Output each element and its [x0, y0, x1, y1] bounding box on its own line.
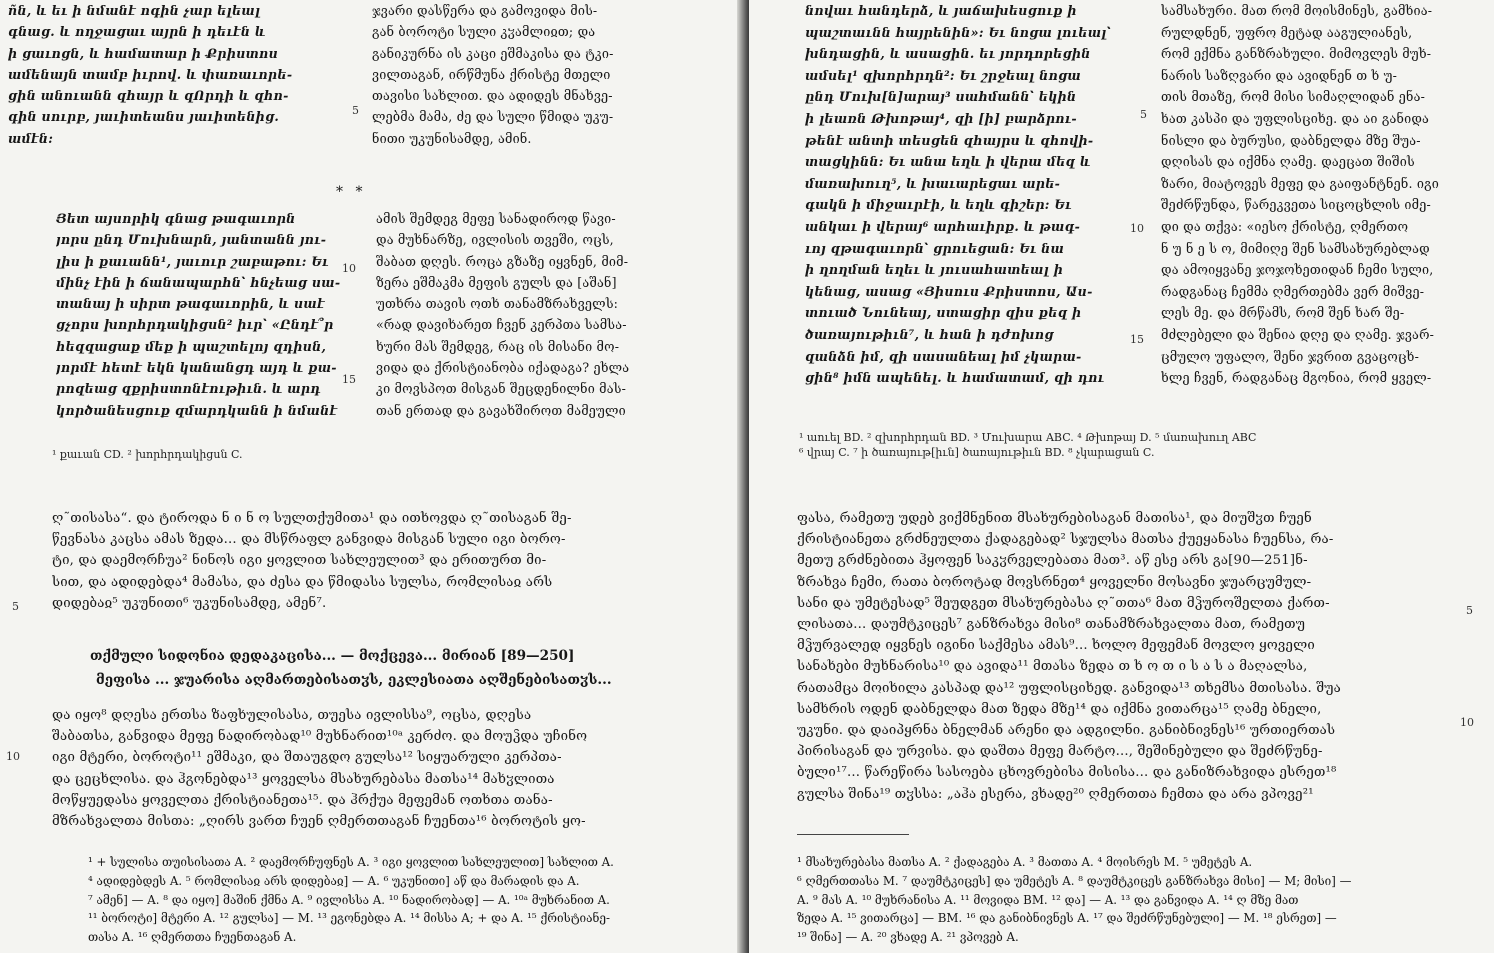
text-line: ამის შემდეგ მეფე სანადიროდ წავი-: [376, 211, 616, 226]
text-line: და მუხნარზე, ივლისის თვეში, ოცს,: [376, 232, 614, 248]
text-line: მჴურვალედ იყვნეს იგინი საქმესა ამას⁹... ხოლო მეფემან მოვლო ყოველი: [797, 638, 1315, 654]
georgian-bottom-text-2: [52, 705, 698, 832]
text-line: կենաց, ասաց «Յիսուս Քրիստոս, Աս-: [805, 283, 1093, 299]
text-line: რომ ექმნა განზრახული. მიმოვლეს მუხ-: [1161, 46, 1432, 62]
footnote-line: ¹⁹ შინა] — A. ²⁰ ვხადე A. ²¹ ვპოვებ A.: [797, 930, 1019, 945]
text-line: թենէ անտի տեսցեն զհայրս և զհովի-: [805, 132, 1094, 148]
georgian-column-top: [1161, 0, 1485, 389]
text-line: ფასა, რამეთუ უდებ ვიქმნენით მსახურებისაგან მათისა¹, და მიუშჳთ ჩუენ: [797, 511, 1312, 526]
text-line: ցչորս խորհրդակիցսն² իւր՝ «Ընդէ՞ր: [56, 317, 334, 333]
text-line: ზარი, მიატოვეს მეფე და გაიფანტნენ. იგი: [1161, 175, 1439, 191]
line-number: 5: [352, 104, 359, 117]
text-line: ნითი უკუნისამდე, ამინ.: [372, 130, 532, 146]
text-line: ზერა ეშმაკმა მეფის გულს და [აშან]: [376, 274, 617, 290]
text-line: րոզեաց զքրիստոնէութիւն. և արդ: [56, 381, 321, 397]
text-line: ლისათა... დაუმტკიცეს⁷ განზრახვა მისი⁸ თანამზრახვალთა მათ, რამეთუ: [797, 617, 1306, 633]
text-line: ვიდა და ქრისტიანობა იქადაგა? ეხლა: [376, 360, 630, 376]
text-line: ლებმა მამა, ძე და სული წმიდა უკუ-: [372, 109, 614, 125]
footnotes-block: [88, 853, 698, 947]
armenian-column-top: [8, 0, 338, 149]
text-line: კი მოვსპოთ მისგან შეცდენილნი მას-: [376, 381, 627, 397]
text-line: და ამოიყვანე ჯოჯოხეთიდან ჩემი სული,: [1161, 262, 1434, 278]
text-line: ცმულო უფალო, შენი ჯვრით გვაცოცხ-: [1161, 348, 1420, 364]
text-line: ღ˜თისასა“. და ტიროდა ნ ი ნ ო სულთქუმითა¹ და ითხოვდა ღ˜თისაგან შე-: [52, 511, 572, 526]
text-line: იგი მტერი, ბოროტი¹¹ ეშმაკი, და შთაუგდო გულსა¹² სიყუარული კერპთა-: [52, 750, 562, 766]
text-line: დიდებაჲ⁵ უკუნითი⁶ უკუნისამდე, ამენ⁷.: [52, 595, 327, 611]
text-line: յորմէ հետէ եկն կանանցդ այդ և քա-: [56, 360, 337, 376]
footnote-line: ¹ աուել BD. ² զխորհրդան BD. ³ Մուխարա ABC. ⁴ Թխոթայ D. ⁵ մառախուղ ABC: [799, 431, 1257, 444]
text-line: სით, და ადიდებდა⁴ მამასა, და ძესა და წმიდასა სულსა, რომლისაჲ არს: [52, 574, 553, 590]
georgian-bottom-text: [52, 508, 698, 614]
text-line: უთხრა თავის ოთხ თანამზრახველს:: [376, 296, 619, 312]
section-heading: თქმული სიდონია დედაკაცისა... — მოქცევა... მირიან [89—250]: [90, 648, 575, 664]
text-line: տուած Նունեայ, ստացիր զիս քեզ ի: [805, 305, 1082, 321]
line-number: 10: [1460, 716, 1474, 729]
text-line: მოწყუედასა ყოველთა ქრისტიანეთა¹⁵. და ჰრქუა მეფემან ოთხთა თანა-: [52, 792, 553, 808]
text-line: ընդ Մուխ[ն]արայ³ սահմանն՝ եկին: [805, 89, 1077, 105]
text-line: და ცეცხლისა. და ჰგონებდა¹³ ყოველსა მსახურებასა მათსა¹⁴ მახჳლითა: [52, 771, 555, 787]
text-line: სანი და უმეტესად⁵ შეუდგეთ მსახურებასა ღ˜თთა⁶ მათ მჴუროშელთა ქართ-: [797, 595, 1330, 611]
text-line: წევნასა კაცსა ამას ზედა... და მსწრაფლ განვიდა მისგან სული იგი ბორო-: [52, 532, 566, 548]
line-number: 5: [12, 600, 19, 613]
text-line: մառախուղ⁵, և խաւարեցաւ արե-: [805, 175, 1061, 191]
text-line: ზრახვა ჩემი, რათა ბოროტად მოვსრნეთ⁴ ყოველნი მოსავნი ჯუარცუმულ-: [797, 574, 1312, 590]
text-line: խնդացին, և ասացին. եւ յորդորեցին: [805, 46, 1091, 62]
text-line: ხათ კასპი და უფლისციხე. და აი განიდა: [1161, 110, 1430, 126]
text-line: შაბათსა, განვიდა მეფე ნადირობად¹⁰ მუხნარით¹⁰ᵃ კერძო. და მოუჴდა უჩინო: [52, 729, 588, 745]
text-line: ւոյ զթագաւորն՝ ցրուեցան: Եւ նա: [805, 240, 1065, 256]
footnote-line: ⁶ վրայ C. ⁷ ի ծառայութ[իւն] ծառայութիւն BD. ⁸ չկարացան C.: [799, 446, 1155, 459]
footnote-line: ¹ + სულისა თუისისათა A. ² დაემორჩუფნეს A. ³ იგი ყოვლით სახლეულით] სახლით A.: [88, 855, 614, 869]
text-line: თის მთაზე, რომ მისი სიმაღლიდან ენა-: [1161, 89, 1426, 105]
footnotes-top: [799, 430, 1489, 460]
line-number: 10: [1130, 222, 1144, 235]
text-line: სამსახური. მათ რომ მოისმინეს, გამხია-: [1161, 3, 1433, 18]
text-line: ի ղողման եղեւ և յուսահատեալ ի: [805, 262, 1064, 278]
text-line: լիս ի քաւանն¹, յաւուր շաբաթու: Եւ: [56, 253, 329, 269]
text-line: կործանեսցուք զմարդկանն ի նմանէ: [56, 402, 338, 418]
text-line: Յետ այսորիկ գնաց թագաւորն: [56, 211, 296, 226]
armenian-column-top: [805, 0, 1127, 389]
text-line: մինչ էին ի ճանապարհն՝ հնչեաց սա-: [56, 274, 341, 290]
text-line: ვილთაგან, ირწმუნა ქრისტე მთელი: [372, 66, 611, 82]
text-line: ի ցաւոցն, և համատար ի Քրիստոս: [8, 45, 279, 61]
text-line: შაბათ დღეს. როცა გზაზე იყვნენ, მიმ-: [376, 253, 629, 269]
text-line: ցին⁸ իմն ապենել. և համատամ, զի դու: [805, 370, 1105, 386]
text-line: რულდნენ, უფრო მეტად ააგულიანეს,: [1161, 24, 1413, 40]
footnote: ¹ քաւան CD. ² խորհրդակիցսն C.: [52, 448, 243, 461]
footnote-line: ¹ მსახურებასა მათსა A. ² ქადაგება A. ³ მათთა A. ⁴ მოისრეს M. ⁵ უმეტეს A.: [797, 855, 1253, 869]
text-line: հեզզացաք մեք ի պաշտելոյ զդիսն,: [56, 338, 327, 354]
text-line: ხური მას შემდეგ, რაც ის მისანი მო-: [376, 338, 620, 354]
text-line: თან ერთად და გავახშიროთ მამეული: [376, 402, 626, 418]
text-line: დღისას და იქმნა ღამე. დაეცათ შიშის: [1161, 154, 1415, 170]
text-line: ნარის საზღვარი და ავიდნენ თ ხ უ-: [1161, 67, 1398, 83]
text-line: ծառայութիւն⁷, և հան ի դժոխոց: [805, 326, 1054, 342]
text-line: զանձն իմ, զի սասանեալ իմ չկարա-: [805, 348, 1082, 364]
text-line: ամենայն տամբ իւրով. և փառաւորե-: [8, 66, 293, 82]
text-line: ñն, և եւ ի նմանէ ոգին չար ելեալ: [8, 3, 261, 18]
line-number: 5: [1466, 604, 1473, 617]
footnotes-block: [797, 853, 1487, 947]
footnote-line: ¹¹ ბოროტი] მტერი A. ¹² გულსა] — M. ¹³ ეგონებდა A. ¹⁴ მისსა A; + და A. ¹⁵ ქრისტიანე-: [88, 911, 611, 926]
line-number: 10: [342, 262, 356, 275]
text-line: ხლე ჩვენ, რადგანაც მგონია, რომ ყველ-: [1161, 370, 1432, 386]
line-number: 15: [342, 373, 356, 386]
footnote-line: ზედა A. ¹⁵ ვითარცა] — BM. ¹⁶ და განიბნივნეს A. ¹⁷ და შეძრწუნებული] — M. ¹⁸ ესრეთ] —: [797, 911, 1337, 926]
footnote-separator: [797, 834, 909, 835]
footnote-line: ⁷ ამენ] — A. ⁸ და იყო] მაშინ ქმნა A. ⁹ ივლისსა A. ¹⁰ ნადირობად] — A. ¹⁰ᵃ მუხრანით A.: [88, 892, 610, 907]
text-line: განიკურნა ის კაცი ეშმაკისა და ტკი-: [372, 45, 614, 61]
text-line: պաշտաւնն հայրենին»: Եւ նոցա լուեալ՝: [805, 24, 1111, 40]
georgian-bottom-text: [797, 508, 1441, 805]
text-line: ჯვარი დასწერა და გამოვიდა მის-: [372, 3, 598, 18]
text-line: მზრახვალთა მისთა: „ღირს ვართ ჩუენ ღმერთთაგან ჩუენთა¹⁶ ბოროტის ყო-: [52, 814, 586, 830]
text-line: ամէն:: [8, 130, 54, 146]
text-line: յորս ընդ Մուխնարն, յանտանն յու-: [56, 232, 327, 248]
text-line: მძლებელი და შენია დღე და ღამე. ჯვარ-: [1161, 326, 1435, 342]
text-line: ամսել¹ զխորհրդն²: Եւ շրջեալ նոցա: [805, 67, 1081, 83]
text-line: ნისლი და ბურუსი, დაბნელდა მზე შუა-: [1161, 132, 1421, 148]
section-heading: მეფისა ... ჯუარისა აღმართებისათჳს, ეკლესიათა აღშენებისათჳს...: [96, 672, 612, 688]
footnote-line: ⁴ ადიდებდეს A. ⁵ რომლისაჲ არს დიდებაჲ] — A. ⁶ უკუნითი] აწ და მარადის და A.: [88, 873, 580, 888]
line-number: 5: [1140, 108, 1147, 121]
text-line: ლეს მე. და მრწამს, რომ შენ ხარ შე-: [1161, 305, 1405, 321]
text-line: ցին անուանն զհայր և զՈրդի և զհո-: [8, 88, 289, 104]
text-line: գակն ի միջաւրէի, և եղև գիշեր: Եւ: [805, 197, 1072, 213]
text-line: უკუნი. და დაიპყრნა ბნელმან არენი და ადგილნი. განიბნივნეს¹⁶ ურთიერთას: [797, 723, 1336, 739]
text-line: տացկինն: Եւ անա եղև ի վերա մեզ և: [805, 154, 1091, 170]
text-line: რადგანაც ჩემმა ღმერთებმა ვერ მიშვე-: [1161, 283, 1425, 299]
text-line: შეძრწუნდა, წარეკვეთა სიცოცხლის იმე-: [1161, 197, 1431, 213]
footnote-line: ⁶ ღმერთთასა M. ⁷ დაუმტკიცეს] და უმეტეს A. ⁸ დაუმტკიცეს განზრახვა მისი] — M; მისი] —: [797, 873, 1352, 888]
footnote-line: თასა A. ¹⁶ ღმერთთა ჩუენთაგან A.: [88, 930, 297, 945]
section-stars: * *: [336, 184, 367, 200]
text-line: რათამცა მოიხილა კასპად და¹² უფლისციხედ. განვიდა¹³ თხემსა მთისასა. შუა: [797, 680, 1341, 696]
text-line: მეთუ გრძნებითა ჰყოფენ საკჳრველებათა მათ³. აწ ესე არს გა[90—251]ნ-: [797, 553, 1308, 569]
left-page: [0, 0, 745, 953]
right-page: [749, 0, 1494, 953]
text-line: գնաց. և ողջացաւ այրն ի դեւէն և: [8, 24, 266, 40]
text-line: անկաւ ի վերայ⁶ արհաւիրք. և թագ-: [805, 218, 1081, 234]
text-line: სანახები მუხნარისა¹⁰ და ავიდა¹¹ მთასა ზედა თ ხ ო თ ი ს ა ს ა მაღალსა,: [797, 659, 1308, 675]
armenian-column-mid: [56, 208, 342, 421]
footnote-line: A. ⁹ მას A. ¹⁰ მუხრანისა A. ¹¹ მოვიდა BM. ¹² და] — A. ¹³ და განვიდა A. ¹⁴ ღ მზე მათ: [797, 892, 1299, 907]
georgian-column-top: [372, 0, 702, 149]
text-line: ნ უ ნ ე ს ო, მიმიღე შენ სამსახურებლად: [1161, 240, 1430, 256]
text-line: ბული¹⁷... წარეწირა სასოება ცხოვრებისა მისისა... და განიზრახვიდა ესრეთ¹⁸: [797, 765, 1337, 781]
text-line: პირისაგან და ურვისა. და დაშთა მეფე მარტო..., შეშინებული და შეძრწუნე-: [797, 744, 1323, 760]
georgian-column-mid: [376, 208, 700, 421]
text-line: ტი, და დაემორჩუა² ნინოს იგი ყოვლით სახლეულით³ და ერითურთ მი-: [52, 553, 547, 569]
line-number: 15: [1130, 333, 1144, 346]
line-number: 10: [6, 750, 20, 763]
text-line: დი და თქვა: «იესო ქრისტე, ღმერთო: [1161, 218, 1409, 234]
text-line: «რად დავიხარეთ ჩვენ კერპთა სამსა-: [376, 317, 627, 333]
text-line: գին սուրբ, յաւիտեանս յաւիտենից.: [8, 109, 280, 125]
text-line: გულსა შინა¹⁹ თჳსსა: „აჰა ესერა, ვხადე²⁰ ღმერთთა ჩემთა და არა ვპოვე²¹: [797, 786, 1314, 802]
text-line: տանայ ի սիրտ թագաւորին, և սաէ: [56, 296, 325, 312]
text-line: ქრისტიანეთა გრძნეულთა ქადაგებად² სჯულსა მათსა ქუეყანასა ჩუენსა, რა-: [797, 532, 1334, 548]
text-line: და იყო⁸ დღესა ერთსა ზაფხულისასა, თუესა ივლისსა⁹, ოცსა, დღესა: [52, 708, 532, 723]
text-line: նովաւ հանդերձ, և յաճախեսցուք ի: [805, 3, 1077, 18]
text-line: თავისი სახლით. და ადიდეს მნახვე-: [372, 88, 613, 104]
text-line: გან ბოროტი სული კჳამლიჲთ; და: [372, 24, 596, 40]
text-line: სამხრის ოდენ დაბნელდა მათ ზედა მზე¹⁴ და იქმნა ვითარცა¹⁵ ღამე ბნელი,: [797, 701, 1322, 717]
text-line: ի լեառն Թխոթայ⁴, զի [ի] բարձրու-: [805, 110, 1077, 126]
